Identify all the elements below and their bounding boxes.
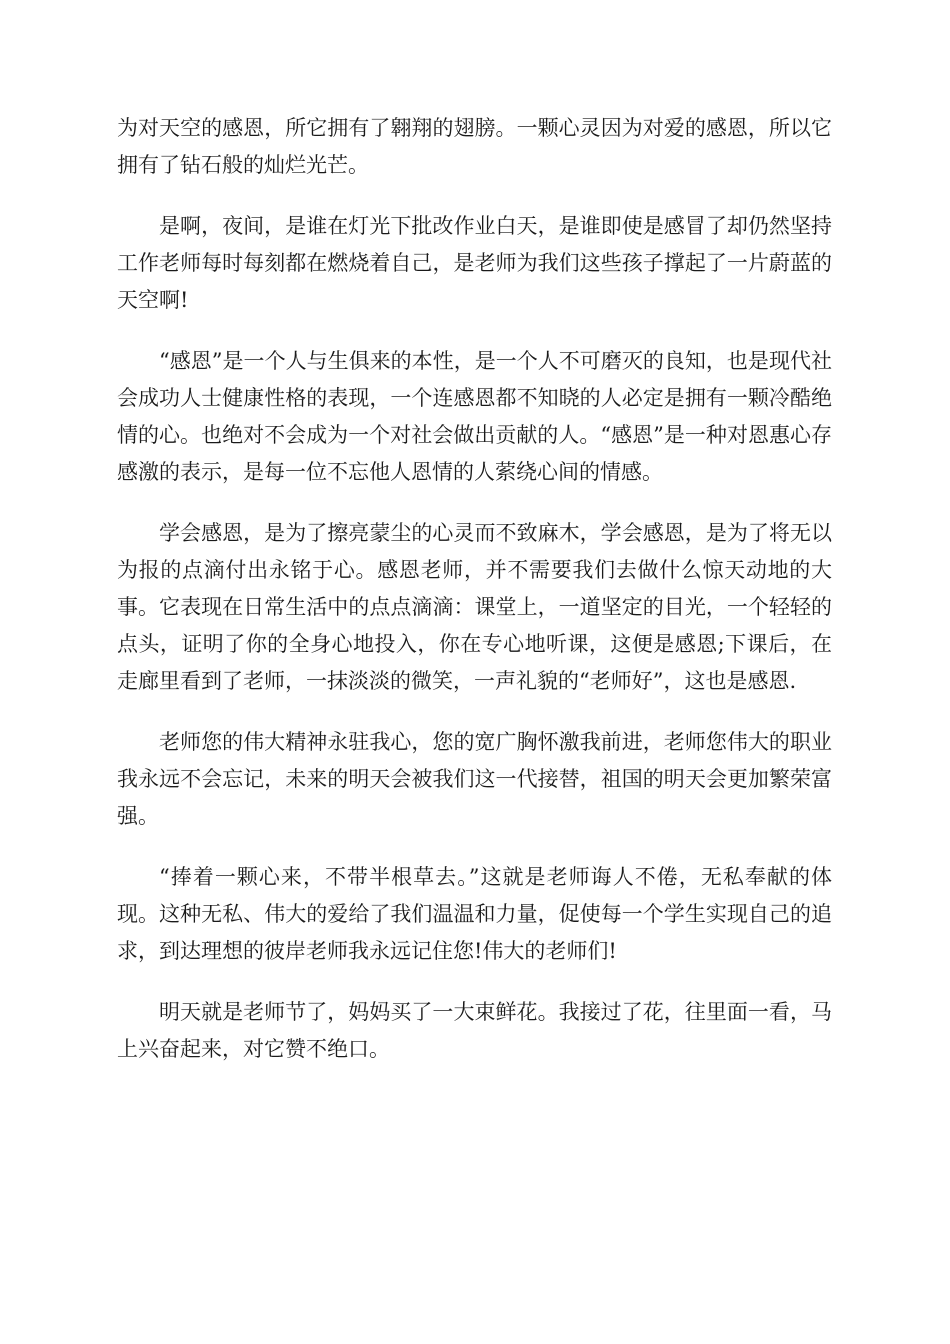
paragraph-2: 是啊，夜间，是谁在灯光下批改作业白天，是谁即使是感冒了却仍然坚持工作老师每时每刻都在燃烧着自己，是老师为我们这些孩子撑起了一片蔚蓝的天空啊! [117,214,832,312]
paragraph-6: “捧着一颗心来，不带半根草去。”这就是老师诲人不倦，无私奉献的体现。这种无私、伟大的爱给了我们温温和力量，促使每一个学生实现自己的追求，到达理想的彼岸老师我永远记住您!伟大的老师们! [117,865,832,963]
paragraph-4: 学会感恩，是为了擦亮蒙尘的心灵而不致麻木，学会感恩，是为了将无以为报的点滴付出永铭于心。感恩老师，并不需要我们去做什么惊天动地的大事。它表现在日常生活中的点点滴滴：课堂上，一道坚定的目光，一个轻轻的点头，证明了你的全身心地投入，你在专心地听课，这便是感恩;下课后，在走廊里看到了老师，一抹淡淡的微笑，一声礼貌的“老师好”，这也是感恩. [117,521,832,693]
paragraph-5: 老师您的伟大精神永驻我心，您的宽广胸怀激我前进，老师您伟大的职业我永远不会忘记，未来的明天会被我们这一代接替，祖国的明天会更加繁荣富强。 [117,730,832,828]
paragraph-3: “感恩”是一个人与生俱来的本性，是一个人不可磨灭的良知，也是现代社会成功人士健康性格的表现，一个连感恩都不知晓的人必定是拥有一颗冷酷绝情的心。也绝对不会成为一个对社会做出贡献的人。“感恩”是一种对恩惠心存感激的表示，是每一位不忘他人恩情的人萦绕心间的情感。 [117,349,832,484]
paragraph-7: 明天就是老师节了，妈妈买了一大束鲜花。我接过了花，往里面一看，马上兴奋起来，对它赞不绝口。 [117,1000,832,1061]
paragraph-1: 为对天空的感恩，所它拥有了翱翔的翅膀。一颗心灵因为对爱的感恩，所以它拥有了钻石般的灿烂光芒。 [117,116,832,177]
